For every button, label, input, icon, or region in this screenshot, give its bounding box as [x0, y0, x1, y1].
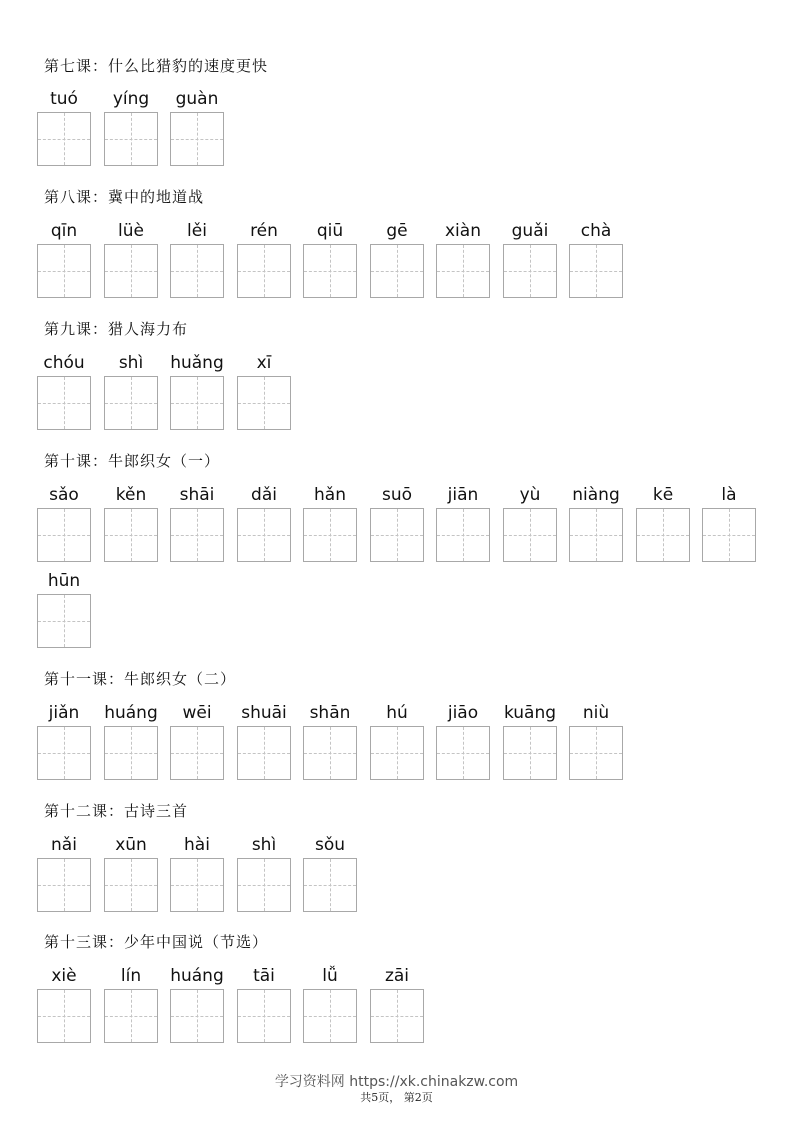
pinyin-label: gē: [386, 221, 408, 241]
writing-cell: [237, 702, 291, 780]
lesson-title: 第十二课：古诗三首: [44, 802, 189, 820]
pinyin-label: shì: [118, 353, 144, 373]
tianzige-writing-box[interactable]: [436, 726, 490, 780]
pinyin-label: shuāi: [241, 703, 287, 723]
writing-cell: [569, 220, 623, 298]
tianzige-writing-box[interactable]: [303, 244, 357, 298]
tianzige-writing-box[interactable]: [303, 858, 357, 912]
tianzige-writing-box[interactable]: [237, 858, 291, 912]
pinyin-label: tāi: [253, 966, 275, 986]
pinyin-label: guǎi: [511, 221, 549, 241]
writing-cell: [436, 484, 490, 562]
pinyin-label: huáng: [170, 966, 224, 986]
writing-cell: [170, 484, 224, 562]
lesson-title: 第十课：牛郎织女（一）: [44, 452, 221, 470]
pinyin-label: lǚ: [322, 966, 338, 986]
pinyin-label: jiān: [447, 485, 479, 505]
pinyin-label: lěi: [187, 221, 207, 241]
pinyin-label: huǎng: [170, 353, 224, 373]
writing-cell: [370, 965, 424, 1043]
pinyin-label: huáng: [104, 703, 158, 723]
tianzige-writing-box[interactable]: [370, 508, 424, 562]
tianzige-writing-box[interactable]: [636, 508, 690, 562]
pinyin-label: lín: [120, 966, 142, 986]
writing-cell: [503, 702, 557, 780]
writing-cell: [636, 484, 690, 562]
pinyin-label: rén: [250, 221, 278, 241]
lesson-title: 第十三课：少年中国说（节选）: [44, 933, 269, 951]
writing-cell: [104, 834, 158, 912]
tianzige-writing-box[interactable]: [569, 244, 623, 298]
writing-cell: [37, 484, 91, 562]
tianzige-writing-box[interactable]: [503, 244, 557, 298]
pinyin-label: nǎi: [51, 835, 77, 855]
pinyin-label: xūn: [115, 835, 147, 855]
tianzige-writing-box[interactable]: [104, 244, 158, 298]
writing-cell: [170, 352, 224, 430]
pinyin-label: sǒu: [314, 835, 346, 855]
tianzige-writing-box[interactable]: [237, 726, 291, 780]
page-number: 共5页， 第2页: [360, 1091, 433, 1104]
writing-cell: [436, 220, 490, 298]
tianzige-writing-box[interactable]: [303, 989, 357, 1043]
tianzige-writing-box[interactable]: [170, 726, 224, 780]
tianzige-writing-box[interactable]: [104, 858, 158, 912]
pinyin-label: kěn: [115, 485, 147, 505]
writing-cell: [237, 352, 291, 430]
writing-cell: [170, 834, 224, 912]
tianzige-writing-box[interactable]: [104, 989, 158, 1043]
writing-cell: [37, 834, 91, 912]
writing-cell: [170, 702, 224, 780]
pinyin-label: xiè: [51, 966, 77, 986]
tianzige-writing-box[interactable]: [104, 376, 158, 430]
writing-cell: [303, 484, 357, 562]
writing-cell: [104, 352, 158, 430]
writing-cell: [37, 88, 91, 166]
writing-cell: [569, 484, 623, 562]
pinyin-label: hài: [184, 835, 210, 855]
pinyin-label: kuāng: [503, 703, 557, 723]
pinyin-label: qiū: [316, 221, 344, 241]
pinyin-label: shāi: [179, 485, 215, 505]
writing-cell: [237, 484, 291, 562]
writing-cell: [104, 702, 158, 780]
writing-cell: [37, 965, 91, 1043]
pinyin-label: là: [721, 485, 737, 505]
tianzige-writing-box[interactable]: [237, 508, 291, 562]
writing-cell: [370, 484, 424, 562]
tianzige-writing-box[interactable]: [170, 508, 224, 562]
tianzige-writing-box[interactable]: [170, 244, 224, 298]
pinyin-label: shì: [251, 835, 277, 855]
footer-source: 学习资料网 https://xk.chinakzw.com: [274, 1074, 519, 1090]
tianzige-writing-box[interactable]: [37, 244, 91, 298]
pinyin-label: xī: [256, 353, 272, 373]
pinyin-label: yíng: [112, 89, 150, 109]
pinyin-label: chà: [580, 221, 612, 241]
tianzige-writing-box[interactable]: [370, 244, 424, 298]
writing-cell: [37, 352, 91, 430]
pinyin-label: chóu: [43, 353, 85, 373]
tianzige-writing-box[interactable]: [237, 244, 291, 298]
tianzige-writing-box[interactable]: [104, 112, 158, 166]
tianzige-writing-box[interactable]: [170, 858, 224, 912]
writing-cell: [436, 702, 490, 780]
writing-cell: [170, 88, 224, 166]
tianzige-writing-box[interactable]: [370, 726, 424, 780]
tianzige-writing-box[interactable]: [436, 508, 490, 562]
writing-cell: [104, 88, 158, 166]
tianzige-writing-box[interactable]: [37, 726, 91, 780]
writing-cell: [37, 702, 91, 780]
tianzige-writing-box[interactable]: [37, 594, 91, 648]
writing-cell: [303, 834, 357, 912]
writing-cell: [104, 484, 158, 562]
pinyin-label: zāi: [384, 966, 410, 986]
tianzige-writing-box[interactable]: [170, 376, 224, 430]
pinyin-label: shān: [309, 703, 351, 723]
pinyin-label: jiāo: [447, 703, 479, 723]
lesson-title: 第八课：冀中的地道战: [44, 188, 205, 206]
writing-cell: [303, 965, 357, 1043]
tianzige-writing-box[interactable]: [37, 989, 91, 1043]
tianzige-writing-box[interactable]: [303, 508, 357, 562]
pinyin-label: xiàn: [445, 221, 481, 241]
writing-cell: [503, 484, 557, 562]
writing-cell: [37, 570, 91, 648]
tianzige-writing-box[interactable]: [503, 726, 557, 780]
tianzige-writing-box[interactable]: [702, 508, 756, 562]
pinyin-label: niù: [582, 703, 610, 723]
writing-cell: [370, 220, 424, 298]
pinyin-label: sǎo: [49, 485, 79, 505]
tianzige-writing-box[interactable]: [37, 508, 91, 562]
pinyin-label: wēi: [182, 703, 212, 723]
tianzige-writing-box[interactable]: [370, 989, 424, 1043]
writing-cell: [503, 220, 557, 298]
pinyin-label: hǎn: [314, 485, 346, 505]
pinyin-label: suō: [381, 485, 413, 505]
pinyin-label: hú: [386, 703, 408, 723]
tianzige-writing-box[interactable]: [569, 726, 623, 780]
tianzige-writing-box[interactable]: [569, 508, 623, 562]
writing-cell: [702, 484, 756, 562]
writing-cell: [170, 965, 224, 1043]
tianzige-writing-box[interactable]: [237, 989, 291, 1043]
lesson-title: 第十一课：牛郎织女（二）: [44, 670, 237, 688]
tianzige-writing-box[interactable]: [436, 244, 490, 298]
writing-cell: [104, 965, 158, 1043]
tianzige-writing-box[interactable]: [104, 508, 158, 562]
tianzige-writing-box[interactable]: [237, 376, 291, 430]
tianzige-writing-box[interactable]: [104, 726, 158, 780]
pinyin-label: lüè: [118, 221, 144, 241]
pinyin-label: tuó: [50, 89, 78, 109]
pinyin-label: qīn: [50, 221, 78, 241]
writing-cell: [303, 220, 357, 298]
writing-cell: [170, 220, 224, 298]
pinyin-label: jiǎn: [48, 703, 80, 723]
writing-cell: [569, 702, 623, 780]
tianzige-writing-box[interactable]: [170, 112, 224, 166]
pinyin-label: dǎi: [251, 485, 277, 505]
lesson-title: 第七课：什么比猎豹的速度更快: [44, 57, 269, 75]
writing-cell: [237, 965, 291, 1043]
pinyin-label: kē: [652, 485, 674, 505]
pinyin-label: guàn: [175, 89, 219, 109]
writing-cell: [237, 834, 291, 912]
tianzige-writing-box[interactable]: [37, 112, 91, 166]
tianzige-writing-box[interactable]: [170, 989, 224, 1043]
pinyin-label: hūn: [47, 571, 81, 591]
writing-cell: [237, 220, 291, 298]
writing-cell: [303, 702, 357, 780]
tianzige-writing-box[interactable]: [37, 376, 91, 430]
tianzige-writing-box[interactable]: [37, 858, 91, 912]
pinyin-label: niàng: [572, 485, 620, 505]
lesson-title: 第九课：猎人海力布: [44, 320, 189, 338]
tianzige-writing-box[interactable]: [503, 508, 557, 562]
pinyin-label: yù: [519, 485, 541, 505]
writing-cell: [370, 702, 424, 780]
writing-cell: [37, 220, 91, 298]
writing-cell: [104, 220, 158, 298]
tianzige-writing-box[interactable]: [303, 726, 357, 780]
